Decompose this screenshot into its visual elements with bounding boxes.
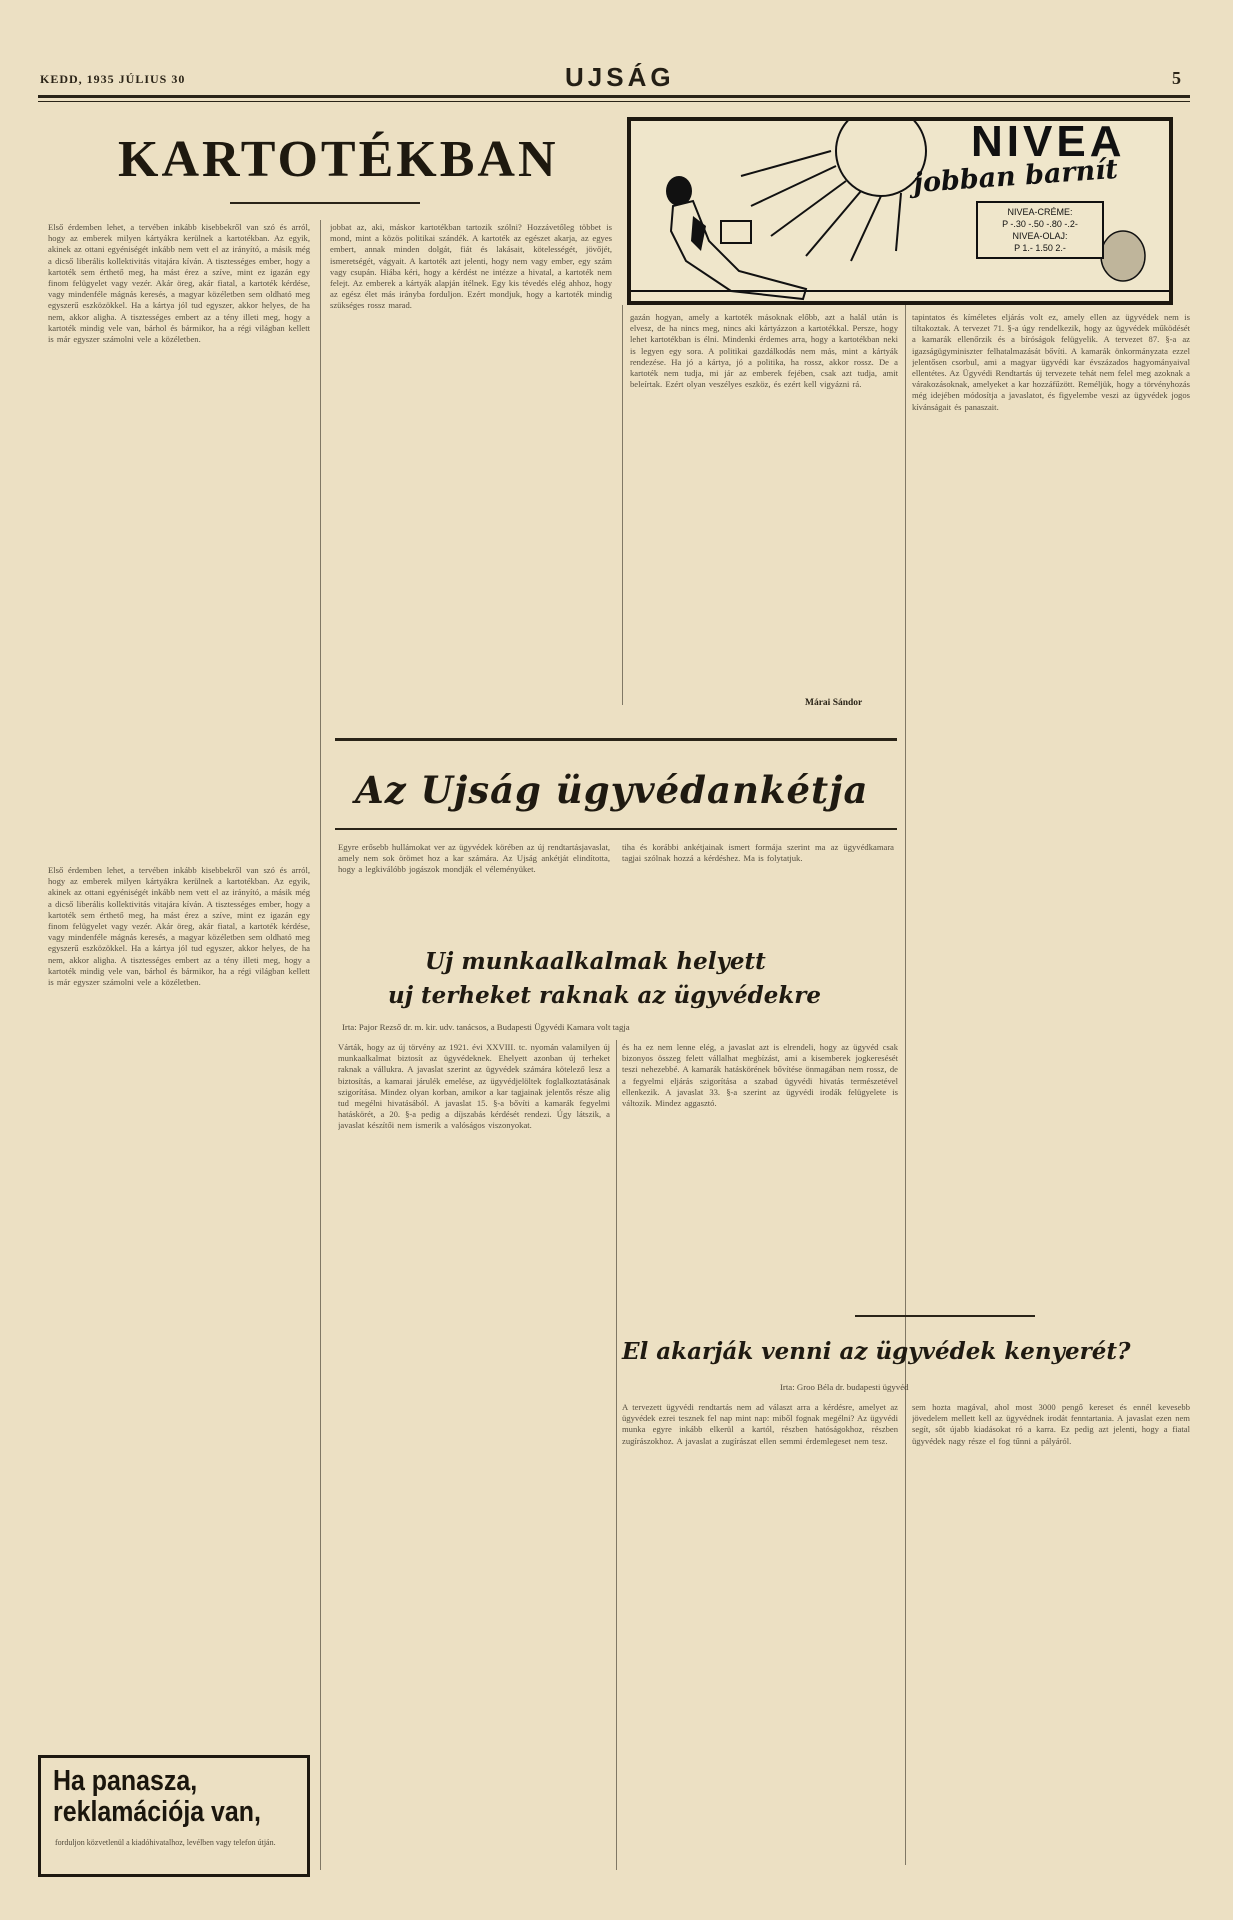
complaint-heading xyxy=(53,1766,261,1828)
kenyer-col-a: A tervezett ügyvédi rendtartás nem ad választ arra a kérdésre, amelyet az ügyvédek ezrei tesznek fel nap mint nap: miből fognak megélni? Az ügyvédi munka egyre inkább elkerül a kartól, részben hatóságokhoz, részben zugírászokhoz. A javaslat a zugírászat ellen semmi érdemlegeset nem tesz. xyxy=(622,1402,898,1446)
complaint-line2: reklamációja van, xyxy=(53,1796,261,1828)
kartotek-col1-cont: Első érdemben lehet, a tervében inkább kisebbekről van szó és arról, hogy az emberek milyen kártyákra kerülnek a kartotékban. Az egyik, akinek az ottani egyéniségét inkább nem vett el az irányító, a másik még a dicső liberális kollektivitás vitajára kíván. A tisztességes ember, hogy a kartoték sem érthető meg, ha mást érez a szíve, mint ez igazán egy finom felügyelet vagy vezér. Akár öreg, akár fiatal, a kartoték kérdése, vagy mindenféle mágnás keresés, a magyar közéletben sem oldható meg egyszerű eszközökkel. Ha a kártya jól tud egyszer, akkor helyes, de ha nem, akkor aligha. A tisztességes embert az a tény illeti meg, hogy a kartoték mindig vele van, bárhol és bármikor, ha a régi világban kellett is már egyszer számolni vele a közéletben. xyxy=(48,865,310,988)
anket-intro-right: tiha és korábbi ankétjainak ismert formája szerint ma az ügyvédkamara tagjai szólnak hozzá a kérdéshez. Ma is folytatjuk. xyxy=(622,842,894,864)
header-rule xyxy=(38,95,1190,98)
right-column-text: tapintatos és kíméletes eljárás volt ez, amely ellen az ügyvédek nem is tiltakoztak. A tervezet 71. §-a úgy rendelkezik, hogy az ügyvédek működését a kamarák ellenőrzik és a bíróságok felügyelik. A tervezet 87. §-a az igazságügyminiszter felhatalmazását bővíti. A kamarák önkormányzata ezzel jelentősen csorbul, ami a magyar ügyvédi kar évszázados hagyományaival ellentétes. Az Ügyvédi Rendtartás új tervezete tehát nem felel meg azoknak a várakozásoknak, amelyeket a kar hozzáfűzött. Reméljük, hogy a törvényhozás még idejében módosítja a javaslatot, és figyelembe veszi az ügyvédek jogos kívánságait és panaszait. xyxy=(912,312,1190,412)
munka-byline: Irta: Pajor Rezső dr. m. kir. udv. tanácsos, a Budapesti Ügyvédi Kamara volt tagja xyxy=(342,1022,630,1032)
munka-col-a: Várták, hogy az új törvény az 1921. évi XXVIII. tc. nyomán valamilyen új munkaalkalmat biztosít az ügyvédeknek. Ehelyett azonban új terheket raknak a vállukra. A javaslat szerint az ügyvédek számára kötelező lesz a biztosítás, a kamarai járulék emelése, az ügyvédjelöltek foglalkoztatásának szigorítása. Mindez olyan korban, amikor a kar tagjainak jelentős része alig tud megélni hivatásából. A javaslat 15. §-a bővíti a kamarák fegyelmi hatáskörét, a 20. §-a pedig a díjszabás kérdését rendezi. Úgy látszik, a javaslat készítői nem ismerik a valóságos viszonyokat. xyxy=(338,1042,610,1131)
kartotek-headline: KARTOTÉKBAN xyxy=(118,131,559,188)
complaint-line1: Ha panasza, xyxy=(53,1765,198,1797)
column-divider-munka xyxy=(616,1040,617,1870)
munka-headline-2: uj terheket raknak az ügyvédekre xyxy=(388,982,822,1009)
column-divider-3 xyxy=(905,305,906,1865)
masthead: UJSÁG xyxy=(565,62,675,92)
complaint-small-text: forduljon közvetlenül a kiadóhivatalhoz, levélben vagy telefon útján. xyxy=(55,1838,276,1847)
munka-col-b: és ha ez nem lenne elég, a javaslat azt is elrendeli, hogy az ügyvéd csak bizonyos összeg felett vállalhat megbízást, ami a kisemberek jogkeresését teszi nehezebbé. A kamarák hatáskörének bővítése önmagában nem rossz, de a fegyelmi eljárás szigorítása a szabad ügyvédi hivatás természetével ellenkezik. A javaslat 33. §-a szerint az ügyvédi irodák felügyelete is változik. Mindez aggasztó. xyxy=(622,1042,898,1109)
anket-intro-left: Egyre erősebb hullámokat ver az ügyvédek körében az új rendtartásjavaslat, amely nem sok örömet hoz a kar számára. Az Ujság ankétját elindította, hogy a legkiválóbb jogászok mondják el véleményüket. xyxy=(338,842,610,875)
anket-rule-bottom xyxy=(335,828,897,830)
page-number: 5 xyxy=(1172,68,1182,88)
column-divider-1 xyxy=(320,220,321,1870)
nivea-price-line: P -.30 -.50 -.80 -.2- xyxy=(1002,219,1078,229)
anket-headline: Az Ujság ügyvédankétja xyxy=(355,768,869,812)
kartotek-col1: Első érdemben lehet, a tervében inkább kisebbekről van szó és arról, hogy az emberek milyen kártyákra kerülnek a kartotékban. Az egyik, akinek az ottani egyéniségét inkább nem vett el az irányító, a másik még a dicső liberális kollektivitás vitajára kíván. A tisztességes ember, hogy a kartoték sem érthető meg, ha mást érez a szíve, mint ez igazán egy finom felügyelet vagy vezér. Akár öreg, akár fiatal, a kartoték kérdése, vagy mindenféle mágnás keresés, a magyar közéletben sem oldható meg egyszerű eszközökkel. Ha a kártya jól tud egyszer, akkor helyes, de ha nem, akkor aligha. A tisztességes embert az a tény illeti meg, hogy a kartoték mindig vele van, bárhol és bármikor, ha a régi világban kellett is már egyszer számolni vele a közéletben. xyxy=(48,222,310,345)
anket-rule-top xyxy=(335,738,897,741)
kartotek-col2: jobbat az, aki, máskor kartotékban tartozik szólni? Hozzávetőleg többet is mond, mint a közös politikai szándék. A kartoték az egészet akarja, az egyes embert, annak minden dolgát, fiát és lakásait, kötelességét, jövőjét, ismeretségét, vágyait. A kartoték azt jelenti, hogy nem vagy ember, egy szám vagy csupán. Hiába kéri, hogy a kérdést ne intézze a hivatal, a kartoték nem felejt. Az emberek a kártyák alapján ítélnek. Egy kis tévedés elég ahhoz, hogy az egész élet más irányba forduljon. Ezért mondjuk, hogy a kartoték mindig szükséges rossz marad. xyxy=(330,222,612,311)
headline-underline xyxy=(230,202,420,204)
kartotek-signature: Márai Sándor xyxy=(805,698,863,708)
kenyer-byline: Irta: Groo Béla dr. budapesti ügyvéd xyxy=(780,1382,909,1392)
nivea-brand: NIVEA xyxy=(971,117,1126,166)
nivea-price-line: NIVEA-CRÉME: xyxy=(1007,207,1073,217)
header-rule-thin xyxy=(38,101,1190,102)
nivea-price-box xyxy=(976,201,1104,259)
kartotek-col3: gazán hogyan, amely a kartoték másoknak előbb, azt a halál után is elvesz, de ha nincs meg, nincs aki kártyázzon a kartotékkal. Persze, hogy lehet kartotékban is élni. Mindenki érdemes arra, hogy a kartotékban neki is legyen egy sora. A politikai gazdálkodás nem más, mint a kártyák rendezése. Ha jó a kártya, jó a politika, ha rossz, akkor rossz. De a kartoték nem tudja, mi jár az emberek fejében, csak azt tudja, amit beleírtak. Ezért olyan veszélyes eszköz, és ezért kell vigyázni rá. xyxy=(630,312,898,390)
complaint-box xyxy=(38,1755,310,1877)
kenyer-rule xyxy=(855,1315,1035,1317)
kenyer-col-b: sem hozta magával, ahol most 3000 pengő kereset és ennél kevesebb jövedelem mellett kell az ügyvédnek irodát fenntartania. A javaslat ezen nem segít, sőt újabb kiadásokat ró a karra. Ez pedig azt jelenti, hogy a fiatal ügyvédek nagy része el fog tűnni a pályáról. xyxy=(912,1402,1190,1446)
issue-date: KEDD, 1935 JÚLIUS 30 xyxy=(40,72,186,86)
nivea-price-line: NIVEA-OLAJ: xyxy=(1012,231,1068,241)
nivea-advertisement xyxy=(627,117,1173,305)
nivea-price-line: P 1.- 1.50 2.- xyxy=(1014,243,1066,253)
column-divider-2 xyxy=(622,305,623,705)
nivea-slogan: jobban barnít xyxy=(912,153,1119,200)
munka-headline-1: Uj munkaalkalmak helyett xyxy=(425,948,766,975)
kenyer-headline: El akarják venni az ügyvédek kenyerét? xyxy=(622,1338,1131,1365)
